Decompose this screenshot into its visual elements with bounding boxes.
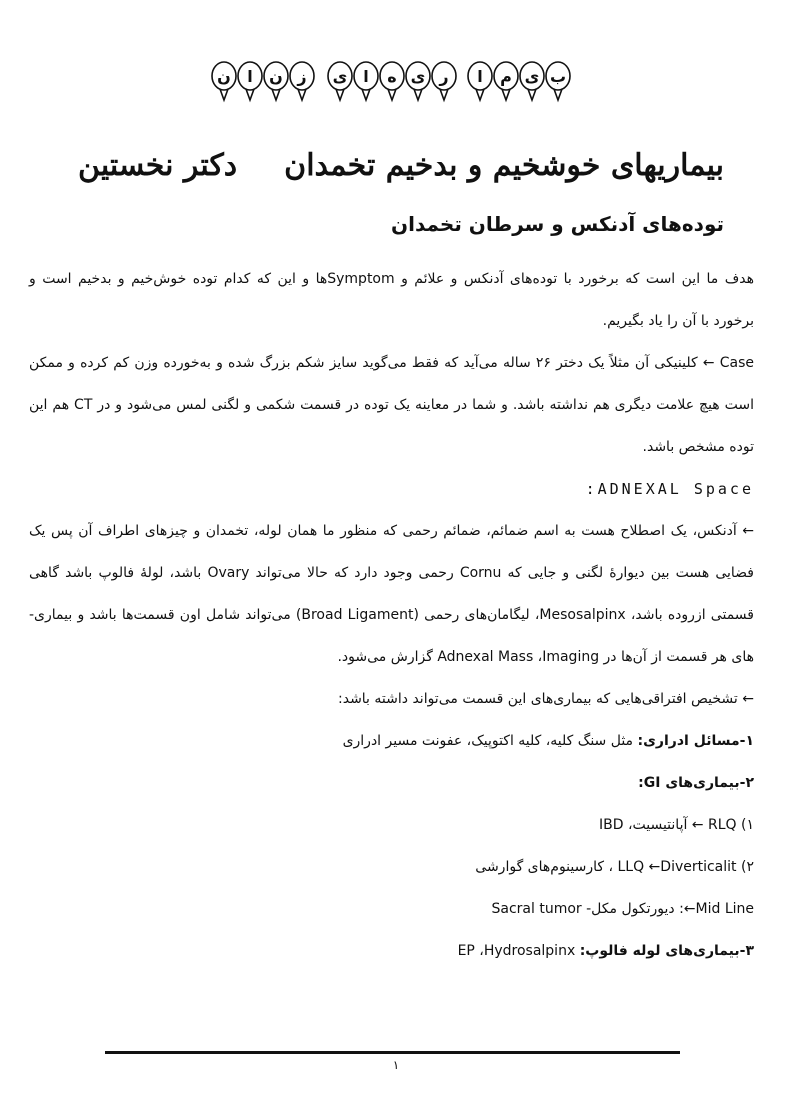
svg-text:ز: ز [297,67,307,86]
svg-text:ن: ن [269,67,283,86]
svg-text:ی: ی [332,67,348,86]
sub-item-llq: ۲) LLQ ←Diverticalit ، کارسینوم‌های گوارشی [475,859,754,875]
list-item-urinary-text: مثل سنگ کلیه، کلیه اکتوپیک، عفونت مسیر ادراری [342,733,638,749]
list-item-urinary [29,720,754,762]
page-number: ۱ [392,1058,400,1072]
circled-letters-graphic [200,48,600,118]
differential-diagnosis-intro: ← تشخیص افتراقی‌هایی که بیماری‌های این قسمت می‌تواند داشته باشد: [338,691,754,707]
circled-letter [290,62,314,100]
circled-letter [432,62,456,100]
sub-item-rlq: ۱) RLQ ← آپانتیسیت، IBD [599,817,754,833]
decorative-title-letters [200,48,600,118]
circled-letter [328,62,352,100]
circled-letter [468,62,492,100]
section-title: توده‌های آدنکس و سرطان تخمدان [391,212,724,236]
intro-paragraph: هدف ما این است که برخورد با توده‌های آدنکس و علائم و Symptomها و این که کدام توده خوش‌خیم و بدخیم است و برخورد با آن را یاد بگیریم. [29,271,754,329]
case-paragraph: Case ← کلینیکی آن مثلاً یک دختر ۲۶ ساله می‌آید که فقط می‌گوید سایز شکم بزرگ شده و به‌خورده وزن کم کرده و ممکن است هیچ علامت دیگری هم نداشته باشد. و شما در معاینه یک توده در قسمت شکمی و لگنی لمس می‌شود و در CT هم این توده مشخص باشد. [29,355,755,455]
sub-item-midline: Mid Line←: دیورتکول مکل- Sacral tumor [491,901,754,917]
svg-text:ا: ا [477,67,483,86]
svg-text:ی: ی [410,67,426,86]
svg-text:ب: ب [549,67,567,86]
list-item-gi: ۲-بیماری‌های GI: [638,775,754,791]
svg-text:م: م [500,67,512,86]
svg-text:ی: ی [524,67,540,86]
list-item-fallopian-text: EP ،Hydrosalpinx [457,943,580,959]
list-item-fallopian-label: ۳-بیماری‌های لوله فالوپ: [579,943,754,959]
circled-letter [212,62,236,100]
document-body [29,258,754,972]
page-title: بیماریهای خوشخیم و بدخیم تخمدان [284,148,724,183]
footer-divider [105,1051,680,1054]
adnexa-definition-paragraph: ← آدنکس، یک اصطلاح هست به اسم ضمائم، ضمائم رحمی که منظور ما همان لوله، تخمدان و چیزهای اطراف آن پس یک فضایی هست بین دیوارهٔ لگنی و جایی که Cornu رحمی وجود دارد که حالا می‌تواند Ovary باشد، لولهٔ فالوپ باشد گاهی قسمتی ازروده باشد، Mesosalpinx، لیگامان‌های رحمی (Broad Ligament) می‌تواند شامل اون قسمت‌ها باشد و بیماری-های هر قسمت از آن‌ها در Adnexal Mass ،Imaging گزارش می‌شود. [29,523,754,665]
svg-text:ن: ن [217,67,231,86]
adnexal-space-heading: :ADNEXAL Space [585,480,754,498]
circled-letter [380,62,404,100]
list-item-fallopian [29,930,754,972]
svg-text:ا: ا [247,67,253,86]
svg-text:ر: ر [439,67,449,86]
circled-letter [520,62,544,100]
circled-letter [546,62,570,100]
circled-letter [406,62,430,100]
author-name: دکتر نخستین [78,148,238,183]
circled-letter [264,62,288,100]
svg-text:ا: ا [363,67,369,86]
circled-letter [354,62,378,100]
circled-letter [238,62,262,100]
list-item-urinary-label: ۱-مسائل ادراری: [637,733,754,749]
svg-text:ه: ه [387,67,397,86]
circled-letter [494,62,518,100]
